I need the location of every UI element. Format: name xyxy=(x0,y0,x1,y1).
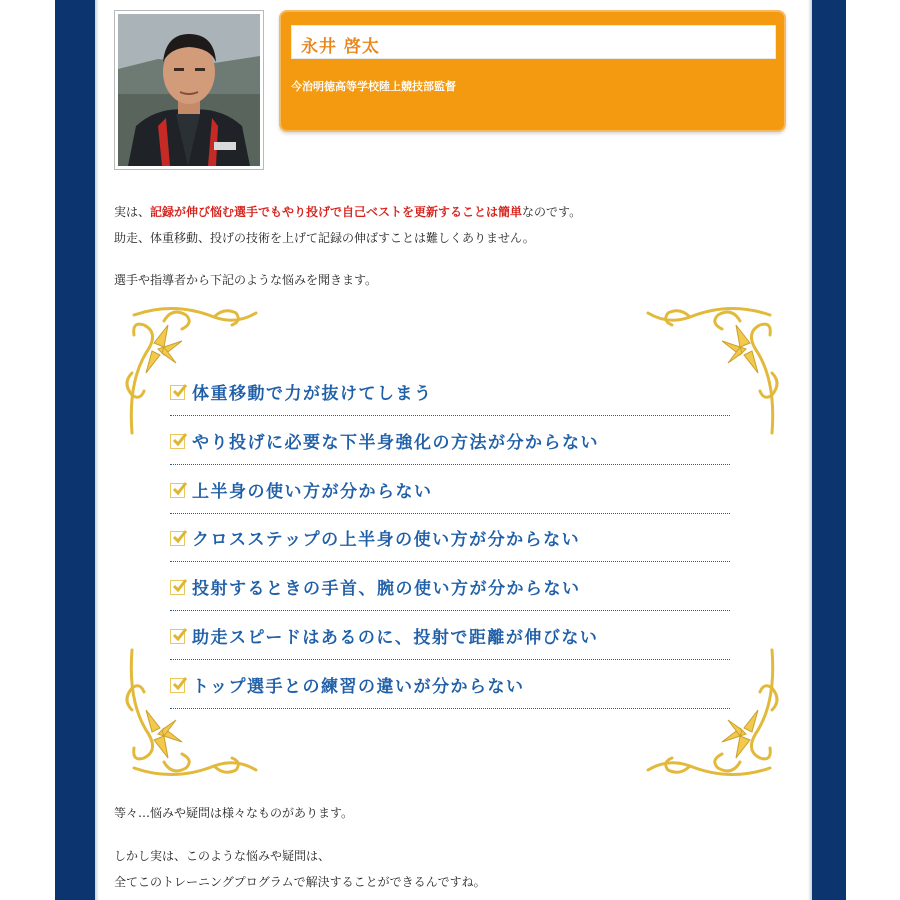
worry-text: クロスステップの上半身の使い方が分からない xyxy=(192,530,581,550)
checkbox-check-icon xyxy=(170,434,185,449)
coach-portrait-image xyxy=(118,14,260,166)
checkbox-check-icon xyxy=(170,678,185,693)
outro-line-3: 全てこのトレーニングプログラムで解決することができるんですね。 xyxy=(114,875,486,889)
dotted-divider xyxy=(170,610,730,611)
dotted-divider xyxy=(170,561,730,562)
dotted-divider xyxy=(170,659,730,660)
list-item xyxy=(170,572,732,616)
intro-line-2: 助走、体重移動、投げの技術を上げて記録の伸ばすことは難しくありません。 xyxy=(114,231,535,245)
name-box xyxy=(291,25,776,59)
coach-title: 今治明徳高等学校陸上競技部監督 xyxy=(291,80,456,93)
checkbox-check-icon xyxy=(170,580,185,595)
worry-text: やり投げに必要な下半身強化の方法が分からない xyxy=(192,433,599,453)
dotted-divider xyxy=(170,513,730,514)
outro-line-1: 等々…悩みや疑問は様々なものがあります。 xyxy=(114,806,354,820)
worry-text: 体重移動で力が抜けてしまう xyxy=(192,384,433,404)
intro-line-3: 選手や指導者から下記のような悩みを聞きます。 xyxy=(114,273,378,287)
checkbox-check-icon xyxy=(170,531,185,546)
list-item xyxy=(170,621,732,665)
checkbox-check-icon xyxy=(170,385,185,400)
profile-card xyxy=(279,10,786,132)
worry-text: 投射するときの手首、腕の使い方が分からない xyxy=(192,579,581,599)
left-navy-band xyxy=(55,0,95,900)
checkbox-check-icon xyxy=(170,629,185,644)
list-item xyxy=(170,475,732,519)
list-item xyxy=(170,377,732,421)
dotted-divider xyxy=(170,708,730,709)
worry-text: トップ選手との練習の違いが分からない xyxy=(192,677,525,697)
coach-photo xyxy=(114,10,264,170)
checkbox-check-icon xyxy=(170,483,185,498)
dotted-divider xyxy=(170,415,730,416)
ornament-top-right-icon xyxy=(640,303,780,443)
worry-text: 上半身の使い方が分からない xyxy=(192,482,433,502)
intro-highlight: 記録が伸び悩む選手でもやり投げで自己ベストを更新することは簡単 xyxy=(150,205,523,219)
worry-text: 助走スピードはあるのに、投射で距離が伸びない xyxy=(192,628,599,648)
outro-line-2: しかし実は、このような悩みや疑問は、 xyxy=(114,849,331,863)
right-navy-band xyxy=(812,0,846,900)
list-item xyxy=(170,426,732,470)
list-item xyxy=(170,670,732,714)
list-item xyxy=(170,523,732,567)
ornament-top-left-icon xyxy=(124,303,264,443)
intro-line-1: 実は、記録が伸び悩む選手でもやり投げで自己ベストを更新することは簡単なのです。 xyxy=(114,205,582,219)
dotted-divider xyxy=(170,464,730,465)
coach-name: 永井 啓太 xyxy=(301,37,380,57)
